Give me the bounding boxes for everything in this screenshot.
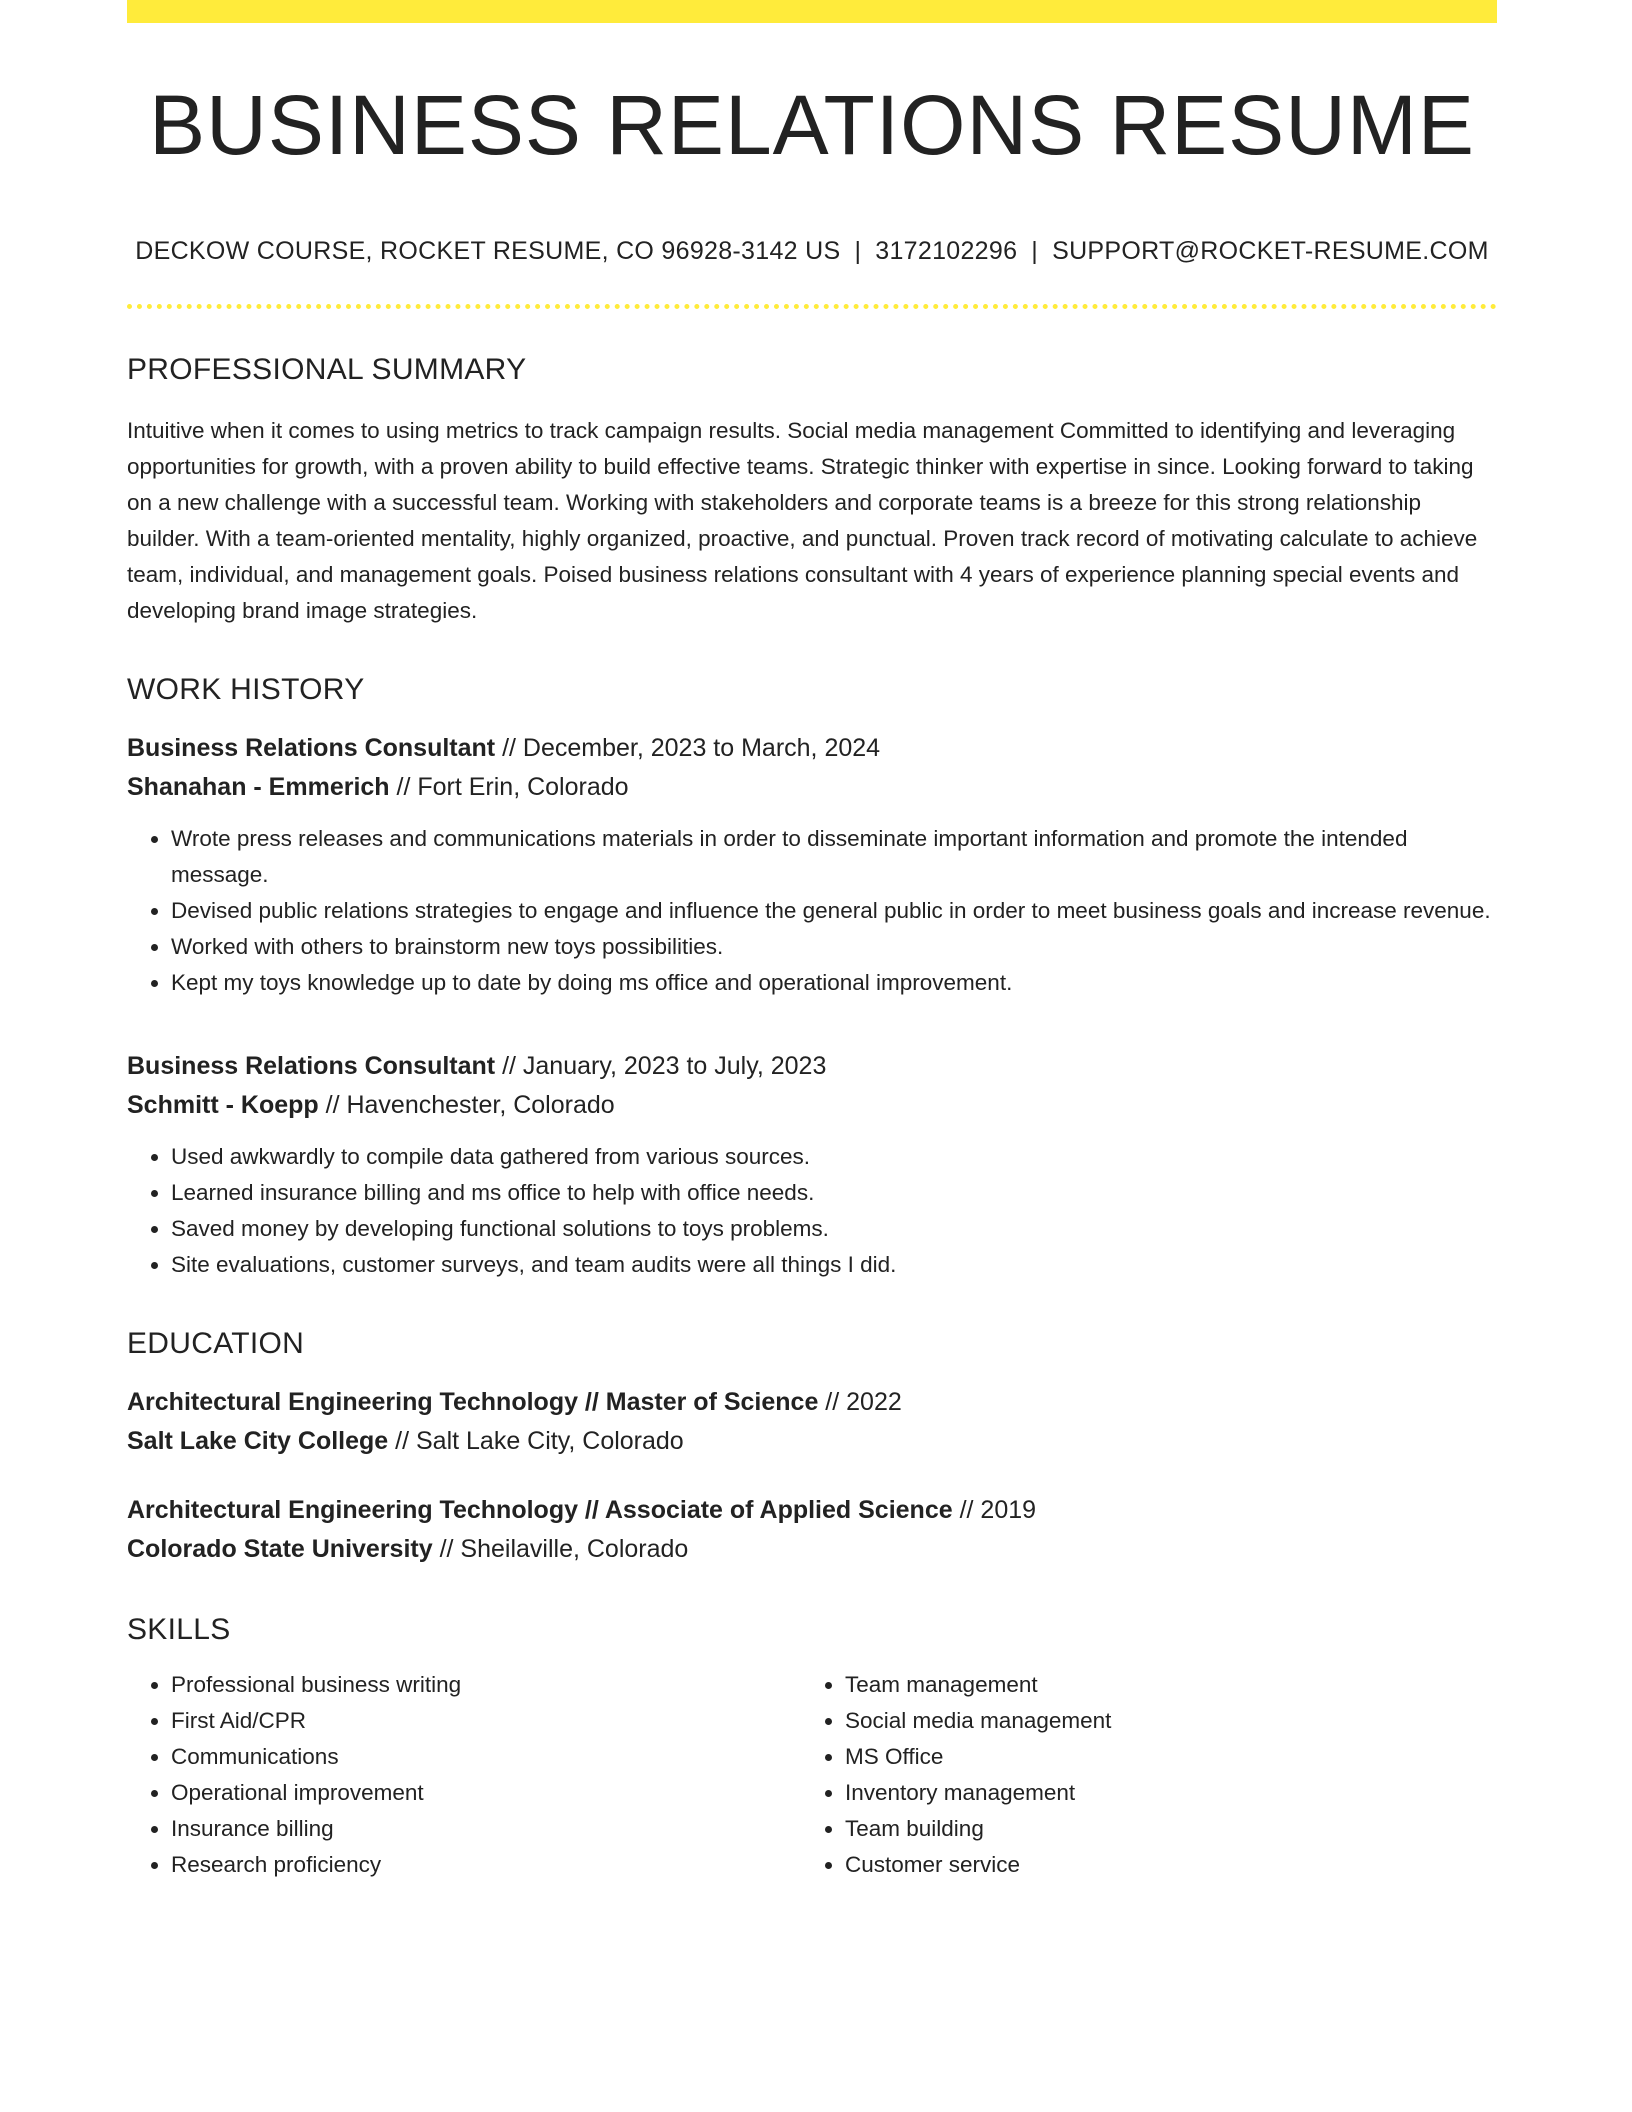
job-bullet: • Kept my toys knowledge up to date by doing ms office and operational improvement. (171, 965, 1497, 1001)
summary-text: Intuitive when it comes to using metrics to track campaign results. Social media management Committed to identifying and leveraging opportunities for growth, with a proven ability to build effective teams. Strategic thinker with expertise in since. Looking forward to taking on a new challenge with a successful team. Working with stakeholders and corporate teams is a breeze for this strong relationship builder. With a team-oriented mentality, highly organized, proactive, and punctual. Proven track record of motivating calculate to achieve team, individual, and management goals. Poised business relations consultant with 4 years of experience planning special events and developing brand image strategies. (127, 418, 1478, 623)
skill-item: • Customer service (845, 1847, 1475, 1883)
skill-item: • First Aid/CPR (171, 1703, 801, 1739)
job-dates: // January, 2023 to July, 2023 (495, 1052, 827, 1080)
skills-list-left (127, 1667, 801, 1883)
skill-item: • Inventory management (845, 1775, 1475, 1811)
job-bullet: • Worked with others to brainstorm new toys possibilities. (171, 929, 1497, 965)
school-location: // Sheilaville, Colorado (432, 1535, 689, 1563)
contact-line (127, 237, 1497, 266)
job-bullet: • Learned insurance billing and ms office to help with office needs. (171, 1175, 1497, 1211)
skills-heading: SKILLS (127, 1613, 231, 1646)
top-accent-bar (127, 0, 1497, 23)
degree: Architectural Engineering Technology // Master of Science (127, 1388, 819, 1416)
job-location: // Fort Erin, Colorado (389, 773, 629, 801)
skills-columns (127, 1667, 1497, 1883)
degree-line (127, 1491, 1497, 1530)
job-title-line (127, 729, 1497, 768)
job-company: Shanahan - Emmerich (127, 773, 390, 801)
job-company-line (127, 1086, 1497, 1125)
work-history-heading: WORK HISTORY (127, 673, 365, 706)
job-bullets (127, 1139, 1497, 1283)
job-dates: // December, 2023 to March, 2024 (495, 734, 881, 762)
job-company: Schmitt - Koepp (127, 1091, 319, 1119)
job-company-line (127, 768, 1497, 807)
skills-list-right (801, 1667, 1475, 1883)
contact-separator: | (854, 237, 862, 265)
skill-item: • Insurance billing (171, 1811, 801, 1847)
job-bullet: • Used awkwardly to compile data gathered from various sources. (171, 1139, 1497, 1175)
job-bullet: • Site evaluations, customer surveys, and team audits were all things I did. (171, 1247, 1497, 1283)
skill-item: • Communications (171, 1739, 801, 1775)
skill-item: • Team management (845, 1667, 1475, 1703)
job-bullet: • Devised public relations strategies to engage and influence the general public in order to meet business goals and increase revenue. (171, 893, 1497, 929)
skill-item: • Operational improvement (171, 1775, 801, 1811)
skill-item: • Professional business writing (171, 1667, 801, 1703)
contact-phone: 3172102296 (875, 237, 1018, 265)
school: Salt Lake City College (127, 1427, 389, 1455)
skill-item: • Social media management (845, 1703, 1475, 1739)
job-bullet: • Saved money by developing functional solutions to toys problems. (171, 1211, 1497, 1247)
dotted-divider (127, 304, 1497, 309)
skill-item: • MS Office (845, 1739, 1475, 1775)
school-location: // Salt Lake City, Colorado (388, 1427, 684, 1455)
degree-line (127, 1383, 1497, 1422)
school-line (127, 1422, 1497, 1461)
job-bullet: • Wrote press releases and communications materials in order to disseminate important information and promote the intended message. (171, 821, 1497, 893)
education-entry (127, 1383, 1497, 1461)
education-heading: EDUCATION (127, 1327, 305, 1360)
summary-heading: PROFESSIONAL SUMMARY (127, 353, 527, 386)
education-entry (127, 1491, 1497, 1569)
skill-item: • Research proficiency (171, 1847, 801, 1883)
job-entry (127, 729, 1497, 1001)
degree-year: // 2022 (818, 1388, 902, 1416)
degree-year: // 2019 (952, 1496, 1037, 1524)
job-entry (127, 1047, 1497, 1283)
job-location: // Havenchester, Colorado (318, 1091, 615, 1119)
degree: Architectural Engineering Technology // Associate of Applied Science (127, 1496, 953, 1524)
skill-item: • Team building (845, 1811, 1475, 1847)
school: Colorado State University (127, 1535, 433, 1563)
job-title: Business Relations Consultant (127, 734, 496, 762)
contact-separator: | (1031, 237, 1039, 265)
job-bullets (127, 821, 1497, 1001)
job-title-line (127, 1047, 1497, 1086)
resume-page (127, 0, 1497, 1883)
contact-email: SUPPORT@ROCKET-RESUME.COM (1052, 237, 1489, 265)
resume-title: BUSINESS RELATIONS RESUME (149, 78, 1475, 172)
job-title: Business Relations Consultant (127, 1052, 496, 1080)
school-line (127, 1530, 1497, 1569)
contact-address: DECKOW COURSE, ROCKET RESUME, CO 96928-3142 US (135, 237, 841, 265)
